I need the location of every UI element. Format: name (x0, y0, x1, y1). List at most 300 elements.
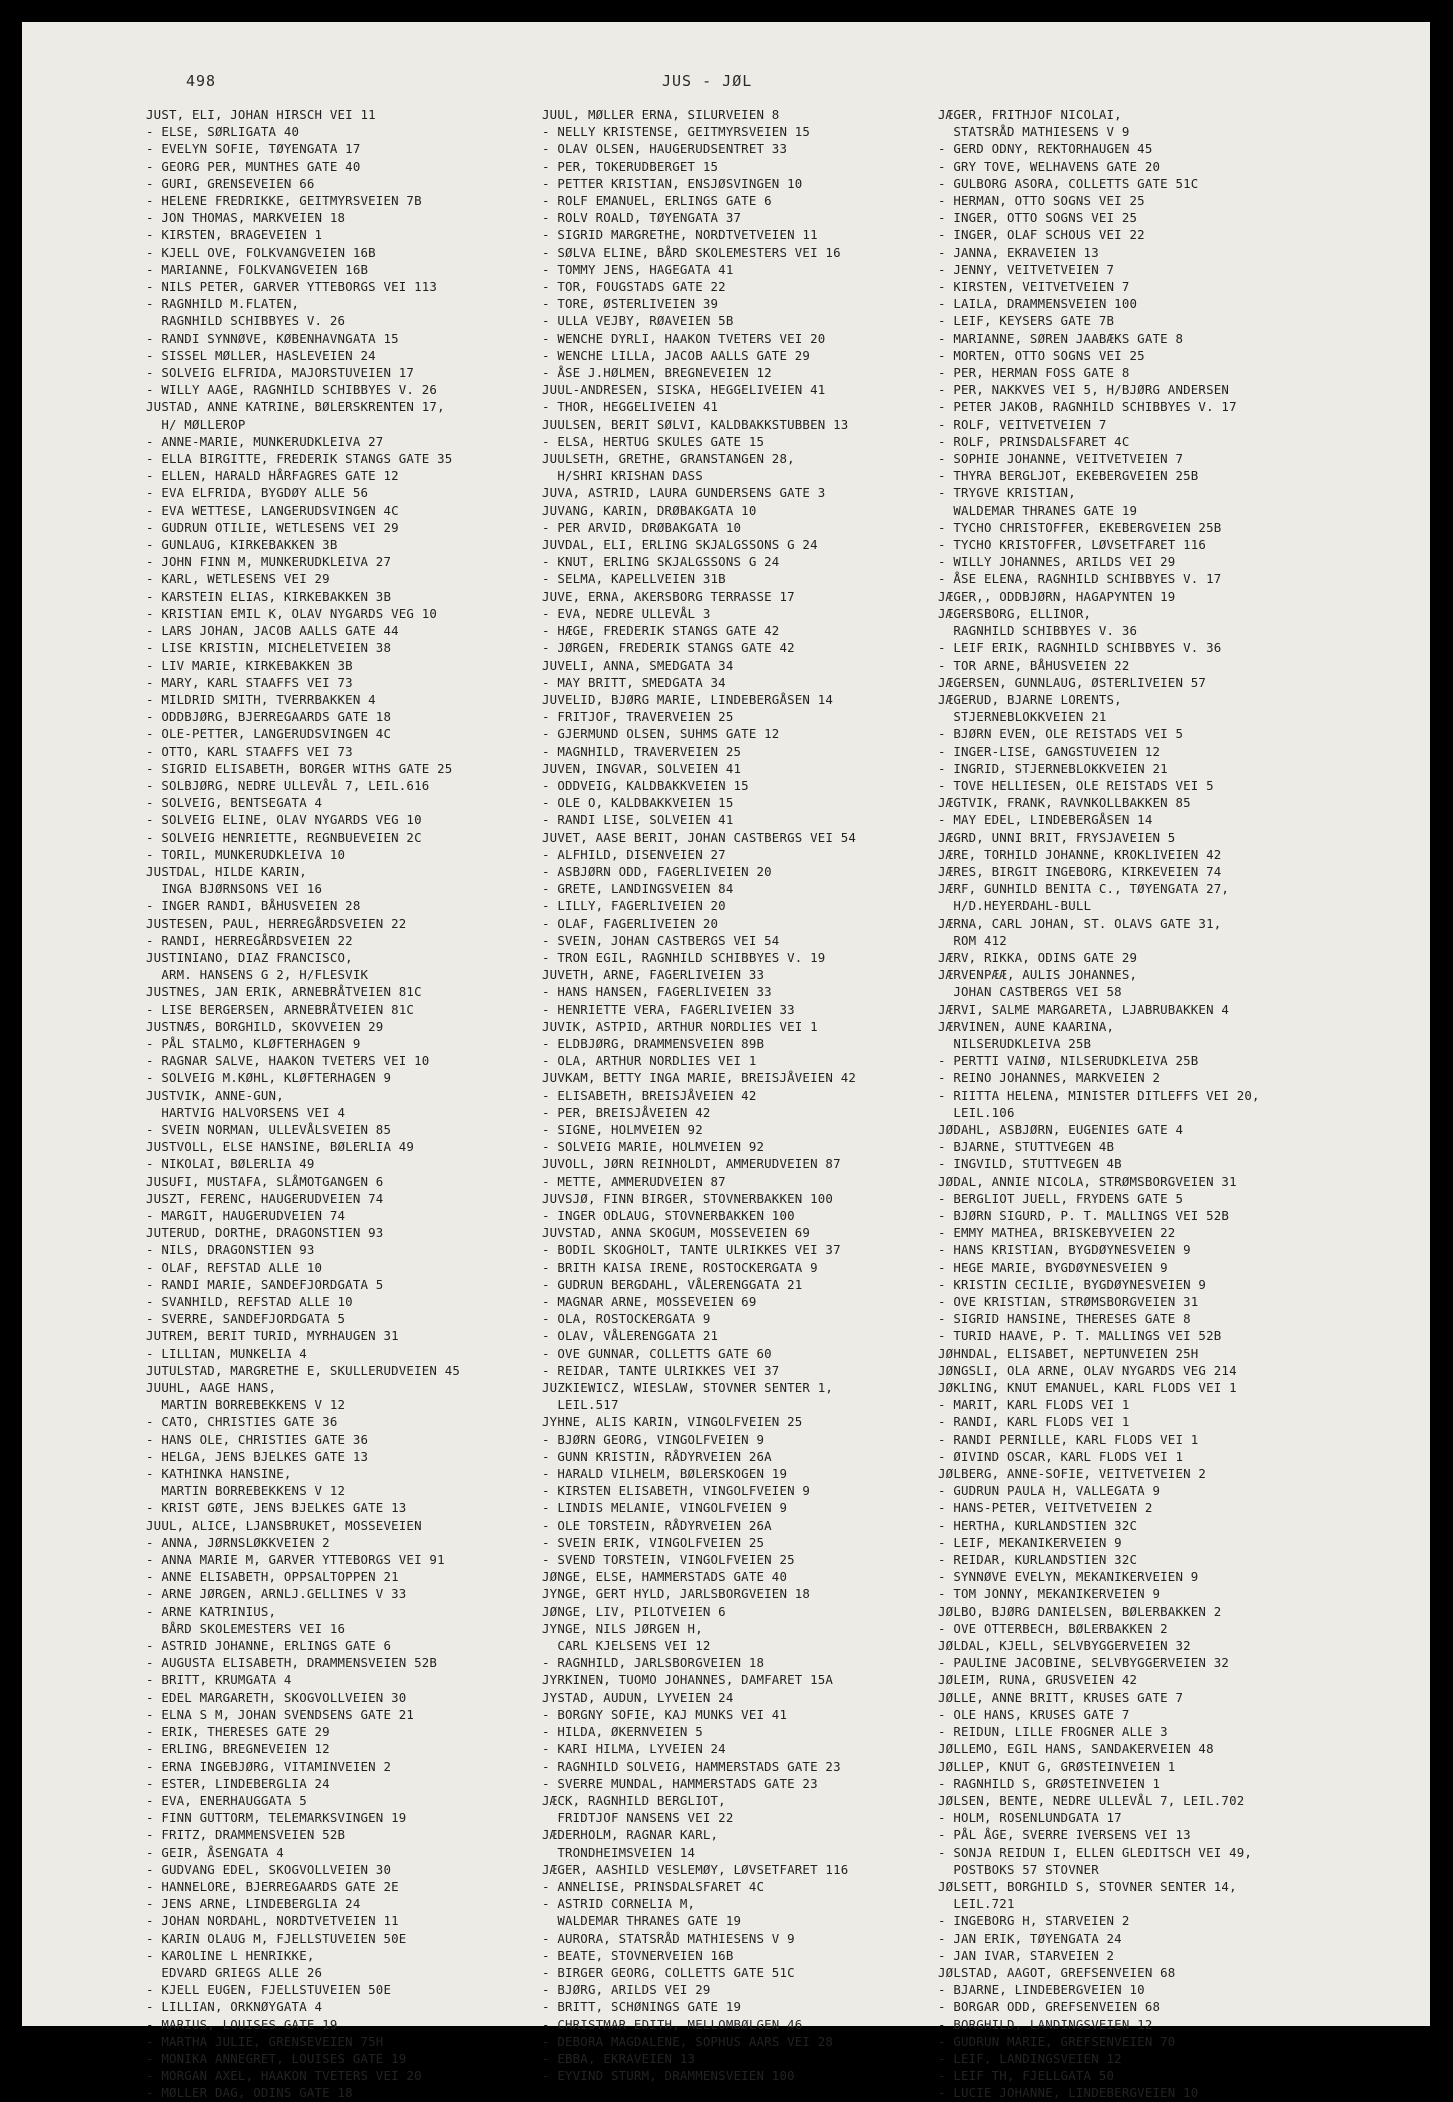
directory-entry: - MØLLER DAG, ODINS GATE 18 (146, 2085, 353, 2101)
directory-entry: JØNGSLI, OLA ARNE, OLAV NYGARDS VEG 214 (938, 1362, 1237, 1378)
directory-entry: - TORE, ØSTERLIVEIEN 39 (542, 296, 719, 312)
directory-entry: JUVA, ASTRID, LAURA GUNDERSENS GATE 3 (542, 485, 826, 501)
directory-entry: - RAGNHILD SOLVEIG, HAMMERSTADS GATE 23 (542, 1758, 841, 1774)
directory-entry: - KIRSTEN, VEITVETVEIEN 7 (938, 279, 1130, 295)
directory-entry: - OLE-PETTER, LANGERUDSVINGEN 4C (146, 726, 392, 742)
directory-entry: - BJØRN SIGURD, P. T. MALLINGS VEI 52B (938, 1208, 1230, 1223)
directory-entry: JUULSEN, BERIT SØLVI, KALDBAKKSTUBBEN 13 (542, 416, 849, 432)
directory-entry: JØLBERG, ANNE-SOFIE, VEITVETVEIEN 2 (938, 1466, 1207, 1482)
directory-entry: - FINN GUTTORM, TELEMARKSVINGEN 19 (146, 1810, 407, 1826)
directory-entry: - GUDRUN OTILIE, WETLESENS VEI 29 (146, 519, 399, 535)
directory-entry: - OLAV OLSEN, HAUGERUDSENTRET 33 (542, 141, 788, 157)
directory-entry: - ULLA VEJBY, RØAVEIEN 5B (542, 313, 734, 329)
directory-entry: - NILS PETER, GARVER YTTEBORGS VEI 113 (146, 279, 438, 295)
directory-entry: - ASTRID CORNELIA M, (542, 1896, 696, 1912)
directory-entry: - RANDI, KARL FLODS VEI 1 (938, 1414, 1130, 1430)
directory-entry: - OLA, ARTHUR NORDLIES VEI 1 (542, 1053, 757, 1069)
directory-entry: - GEORG PER, MUNTHES GATE 40 (146, 158, 361, 174)
directory-entry: - ROLF EMANUEL, ERLINGS GATE 6 (542, 193, 772, 209)
directory-entry: - HILDA, ØKERNVEIEN 5 (542, 1724, 703, 1740)
directory-entry: - TOM JONNY, MEKANIKERVEIEN 9 (938, 1586, 1161, 1602)
directory-entry: - MONIKA ANNEGRET, LOUISES GATE 19 (146, 2050, 407, 2066)
directory-entry: - ELSA, HERTUG SKULES GATE 15 (542, 433, 765, 449)
directory-entry: - LILLIAN, MUNKELIA 4 (146, 1345, 307, 1361)
directory-entry: - TOMMY JENS, HAGEGATA 41 (542, 261, 734, 277)
directory-entry: - LILLY, FAGERLIVEIEN 20 (542, 898, 726, 914)
directory-entry: - OVE OTTERBECH, BØLERBAKKEN 2 (938, 1620, 1168, 1636)
directory-entry: - BJØRN GEORG, VINGOLFVEIEN 9 (542, 1431, 765, 1447)
directory-entry: - ÅSE J.HØLMEN, BREGNEVEIEN 12 (542, 365, 772, 381)
directory-entry: JÆRF, GUNHILD BENITA C., TØYENGATA 27, (938, 881, 1230, 897)
directory-entry: H/D.HEYERDAHL-BULL (938, 898, 1092, 914)
directory-entry: - WENCHE LILLA, JACOB AALLS GATE 29 (542, 347, 811, 363)
directory-entry: - SOPHIE JOHANNE, VEITVETVEIEN 7 (938, 451, 1184, 467)
directory-entry: JUZKIEWICZ, WIESLAW, STOVNER SENTER 1, (542, 1380, 834, 1396)
directory-entry: JUVEN, INGVAR, SOLVEIEN 41 (542, 760, 742, 776)
directory-entry: - MARY, KARL STAAFFS VEI 73 (146, 674, 353, 690)
directory-entry: JÆRE, TORHILD JOHANNE, KROKLIVEIEN 42 (938, 846, 1222, 862)
directory-entry: JÆGER, AASHILD VESLEMØY, LØVSETFARET 116 (542, 1861, 849, 1877)
directory-entry: - METTE, AMMERUDVEIEN 87 (542, 1173, 726, 1189)
directory-entry: - WILLY JOHANNES, ARILDS VEI 29 (938, 554, 1176, 570)
directory-entry: - SOLVEIG MARIE, HOLMVEIEN 92 (542, 1139, 765, 1155)
directory-entry: - HERTHA, KURLANDSTIEN 32C (938, 1517, 1138, 1533)
directory-entry: - INGER, OLAF SCHOUS VEI 22 (938, 227, 1145, 243)
directory-entry: JUVELI, ANNA, SMEDGATA 34 (542, 657, 734, 673)
directory-entry: - MARGIT, HAUGERUDVEIEN 74 (146, 1208, 346, 1223)
directory-entry: - TOVE HELLIESEN, OLE REISTADS VEI 5 (938, 777, 1214, 793)
directory-entry: TRONDHEIMSVEIEN 14 (542, 1844, 696, 1860)
directory-entry: - LEIF TH, FJELLGATA 50 (938, 2068, 1115, 2084)
directory-entry: JÆGRD, UNNI BRIT, FRYSJAVEIEN 5 (938, 829, 1176, 845)
directory-entry: - FRITJOF, TRAVERVEIEN 25 (542, 709, 734, 725)
directory-entry: JUUL, MØLLER ERNA, SILURVEIEN 8 (542, 107, 780, 122)
directory-entry: - REIDUN, LILLE FROGNER ALLE 3 (938, 1724, 1168, 1740)
directory-entry: - KRIST GØTE, JENS BJELKES GATE 13 (146, 1500, 407, 1516)
running-head: JUS - JØL (662, 72, 753, 90)
directory-entry: MARTIN BORREBEKKENS V 12 (146, 1483, 346, 1499)
directory-entry: - JENS ARNE, LINDEBERGLIA 24 (146, 1896, 361, 1912)
directory-entry: JUSTNES, JAN ERIK, ARNEBRÅTVEIEN 81C (146, 984, 422, 1000)
directory-entry: - HELGA, JENS BJELKES GATE 13 (146, 1448, 369, 1464)
directory-entry: - EVA ELFRIDA, BYGDØY ALLE 56 (146, 485, 369, 501)
directory-entry: - RANDI MARIE, SANDEFJORDGATA 5 (146, 1276, 384, 1292)
directory-entry: - EYVIND STURM, DRAMMENSVEIEN 100 (542, 2068, 795, 2084)
directory-entry: - BRITH KAISA IRENE, ROSTOCKERGATA 9 (542, 1259, 818, 1275)
directory-entry: - SIGRID MARGRETHE, NORDTVETVEIEN 11 (542, 227, 818, 243)
directory-entry: - PETTER KRISTIAN, ENSJØSVINGEN 10 (542, 175, 803, 191)
directory-entry: - LIV MARIE, KIRKEBAKKEN 3B (146, 657, 353, 673)
directory-entry: - PER ARVID, DRØBAKGATA 10 (542, 519, 742, 535)
directory-entry: - PERTTI VAINØ, NILSERUDKLEIVA 25B (938, 1053, 1199, 1069)
directory-entry: H/ MØLLEROP (146, 416, 246, 432)
directory-entry: - KARI HILMA, LYVEIEN 24 (542, 1741, 726, 1757)
directory-entry: POSTBOKS 57 STOVNER (938, 1861, 1099, 1877)
directory-entry: - OTTO, KARL STAAFFS VEI 73 (146, 743, 353, 759)
directory-entry: JUVETH, ARNE, FAGERLIVEIEN 33 (542, 967, 765, 983)
directory-entry: - JENNY, VEITVETVEIEN 7 (938, 261, 1115, 277)
directory-entry: JØLDAL, KJELL, SELVBYGGERVEIEN 32 (938, 1638, 1191, 1654)
directory-entry: - ASTRID JOHANNE, ERLINGS GATE 6 (146, 1638, 392, 1654)
directory-entry: - MAY EDEL, LINDEBERGÅSEN 14 (938, 812, 1153, 828)
directory-entry: NILSERUDKLEIVA 25B (938, 1035, 1092, 1051)
directory-entry: - MORGAN AXEL, HAAKON TVETERS VEI 20 (146, 2068, 422, 2084)
directory-entry: JUTULSTAD, MARGRETHE E, SKULLERUDVEIEN 45 (146, 1362, 461, 1378)
directory-entry: - ANNA MARIE M, GARVER YTTEBORGS VEI 91 (146, 1552, 445, 1568)
directory-entry: - ELNA S M, JOHAN SVENDSENS GATE 21 (146, 1706, 415, 1722)
directory-entry: - THOR, HEGGELIVEIEN 41 (542, 399, 719, 415)
directory-entry: - SONJA REIDUN I, ELLEN GLEDITSCH VEI 49, (938, 1844, 1253, 1860)
directory-entry: JØDAL, ANNIE NICOLA, STRØMSBORGVEIEN 31 (938, 1173, 1237, 1189)
directory-entry: - HOLM, ROSENLUNDGATA 17 (938, 1810, 1122, 1826)
directory-entry: - KIRSTEN, BRAGEVEIEN 1 (146, 227, 323, 243)
directory-entry: - MARTHA JULIE, GRENSEVEIEN 75H (146, 2033, 384, 2049)
directory-entry: LEIL.721 (938, 1896, 1015, 1912)
directory-entry: LEIL.106 (938, 1104, 1015, 1120)
directory-entry: - INGER, OTTO SOGNS VEI 25 (938, 210, 1138, 226)
directory-entry: - GURI, GRENSEVEIEN 66 (146, 175, 315, 191)
directory-entry: - HANS HANSEN, FAGERLIVEIEN 33 (542, 984, 772, 1000)
directory-page (22, 22, 1430, 2101)
directory-entry: - ANNE-MARIE, MUNKERUDKLEIVA 27 (146, 433, 384, 449)
directory-entry: - TURID HAAVE, P. T. MALLINGS VEI 52B (938, 1328, 1222, 1344)
directory-entry: - MARIANNE, SØREN JAABÆKS GATE 8 (938, 330, 1184, 346)
directory-entry: JUVSJØ, FINN BIRGER, STOVNERBAKKEN 100 (542, 1190, 834, 1206)
directory-entry: - TYCHO CHRISTOFFER, EKEBERGVEIEN 25B (938, 519, 1222, 535)
directory-entry: - HERMAN, OTTO SOGNS VEI 25 (938, 193, 1145, 209)
directory-entry: - SOLBJØRG, NEDRE ULLEVÅL 7, LEIL.616 (146, 777, 430, 793)
directory-entry: JUSTVOLL, ELSE HANSINE, BØLERLIA 49 (146, 1139, 415, 1155)
directory-entry: - SVEND TORSTEIN, VINGOLFVEIEN 25 (542, 1552, 795, 1568)
directory-entry: - BJARNE, LINDEBERGVEIEN 10 (938, 1982, 1145, 1998)
directory-entry: - GRY TOVE, WELHAVENS GATE 20 (938, 158, 1161, 174)
directory-entry: - LEIF, LANDINGSVEIEN 12 (938, 2050, 1122, 2066)
directory-entry: - BJØRG, ARILDS VEI 29 (542, 1982, 711, 1998)
directory-entry: - SVEIN ERIK, VINGOLFVEIEN 25 (542, 1534, 765, 1550)
directory-entry: WALDEMAR THRANES GATE 19 (542, 1913, 742, 1929)
directory-entry: CARL KJELSENS VEI 12 (542, 1638, 711, 1654)
directory-entry: JUSZT, FERENC, HAUGERUDVEIEN 74 (146, 1190, 384, 1206)
directory-entry: JUVSTAD, ANNA SKOGUM, MOSSEVEIEN 69 (542, 1225, 811, 1241)
directory-entry: - JOHN FINN M, MUNKERUDKLEIVA 27 (146, 554, 392, 570)
directory-entry: - LEIF, MEKANIKERVEIEN 9 (938, 1534, 1122, 1550)
directory-entry: RAGNHILD SCHIBBYES V. 26 (146, 313, 346, 329)
directory-entry: - NELLY KRISTENSE, GEITMYRSVEIEN 15 (542, 124, 811, 140)
directory-entry: JUVET, AASE BERIT, JOHAN CASTBERGS VEI 54 (542, 829, 857, 845)
directory-entry: - SOLVEIG ELFRIDA, MAJORSTUVEIEN 17 (146, 365, 415, 381)
directory-entry: - SIGRID HANSINE, THERESES GATE 8 (938, 1311, 1191, 1327)
page-number: 498 (186, 72, 217, 90)
directory-entry: - NILS, DRAGONSTIEN 93 (146, 1242, 315, 1258)
directory-entry: - OLE TORSTEIN, RÅDYRVEIEN 26A (542, 1517, 772, 1533)
directory-entry: - BIRGER GEORG, COLLETTS GATE 51C (542, 1964, 795, 1980)
directory-entry: - LEIF, KEYSERS GATE 7B (938, 313, 1115, 329)
directory-entry: JØLSEN, BENTE, NEDRE ULLEVÅL 7, LEIL.702 (938, 1792, 1245, 1808)
directory-entry: - ODDVEIG, KALDBAKKVEIEN 15 (542, 777, 749, 793)
directory-entry: - SVANHILD, REFSTAD ALLE 10 (146, 1294, 353, 1310)
directory-entry: - ELLA BIRGITTE, FREDERIK STANGS GATE 35 (146, 451, 453, 467)
directory-entry: JUTREM, BERIT TURID, MYRHAUGEN 31 (146, 1328, 399, 1344)
directory-entry: - LEIF ERIK, RAGNHILD SCHIBBYES V. 36 (938, 640, 1222, 656)
directory-entry: - INGER ODLAUG, STOVNERBAKKEN 100 (542, 1208, 795, 1223)
directory-entry: - EVA WETTESE, LANGERUDSVINGEN 4C (146, 502, 399, 518)
directory-entry: - RAGNHILD, JARLSBORGVEIEN 18 (542, 1655, 765, 1671)
directory-entry: - SØLVA ELINE, BÅRD SKOLEMESTERS VEI 16 (542, 244, 841, 260)
directory-entry: JUSTNÆS, BORGHILD, SKOVVEIEN 29 (146, 1018, 384, 1034)
directory-entry: - GUDRUN BERGDAHL, VÅLERENGGATA 21 (542, 1276, 803, 1292)
directory-entry: - GUDRUN PAULA H, VALLEGATA 9 (938, 1483, 1161, 1499)
directory-entry: - INGVILD, STUTTVEGEN 4B (938, 1156, 1122, 1172)
directory-entry: JUVANG, KARIN, DRØBAKGATA 10 (542, 502, 757, 518)
directory-entry: - RANDI PERNILLE, KARL FLODS VEI 1 (938, 1431, 1199, 1447)
directory-entry: - TRYGVE KRISTIAN, (938, 485, 1076, 501)
directory-entry: - PÅL ÅGE, SVERRE IVERSENS VEI 13 (938, 1827, 1191, 1843)
directory-entry: - KARSTEIN ELIAS, KIRKEBAKKEN 3B (146, 588, 392, 604)
directory-entry: JØDAHL, ASBJØRN, EUGENIES GATE 4 (938, 1121, 1184, 1137)
directory-entry: - ARNE JØRGEN, ARNLJ.GELLINES V 33 (146, 1586, 407, 1602)
directory-entry: JØHNDAL, ELISABET, NEPTUNVEIEN 25H (938, 1345, 1199, 1361)
directory-entry: - OVE GUNNAR, COLLETTS GATE 60 (542, 1345, 772, 1361)
directory-entry: - SVERRE, SANDEFJORDGATA 5 (146, 1311, 346, 1327)
directory-entry: - ELDBJØRG, DRAMMENSVEIEN 89B (542, 1035, 765, 1051)
directory-entry: RAGNHILD SCHIBBYES V. 36 (938, 623, 1138, 639)
directory-entry: JØLLE, ANNE BRITT, KRUSES GATE 7 (938, 1689, 1184, 1705)
directory-entry: - TORIL, MUNKERUDKLEIVA 10 (146, 846, 346, 862)
directory-entry: JÆGERSBORG, ELLINOR, (938, 605, 1092, 621)
directory-entry: - FRITZ, DRAMMENSVEIEN 52B (146, 1827, 346, 1843)
directory-column-2 (542, 106, 932, 2084)
directory-entry: - HARALD VILHELM, BØLERSKOGEN 19 (542, 1466, 788, 1482)
directory-entry: - TYCHO KRISTOFFER, LØVSETFARET 116 (938, 537, 1207, 553)
directory-entry: - GUNN KRISTIN, RÅDYRVEIEN 26A (542, 1448, 772, 1464)
directory-entry: INGA BJØRNSONS VEI 16 (146, 881, 323, 897)
directory-entry: JUSUFI, MUSTAFA, SLÅMOTGANGEN 6 (146, 1173, 384, 1189)
directory-entry: JUVE, ERNA, AKERSBORG TERRASSE 17 (542, 588, 795, 604)
directory-entry: - GULBORG ASORA, COLLETTS GATE 51C (938, 175, 1199, 191)
directory-entry: LEIL.517 (542, 1397, 619, 1413)
directory-entry: EDVARD GRIEGS ALLE 26 (146, 1964, 323, 1980)
directory-entry: - INGRID, STJERNEBLOKKVEIEN 21 (938, 760, 1168, 776)
directory-entry: JÆRVINEN, AUNE KAARINA, (938, 1018, 1115, 1034)
directory-entry: - SOLVEIG HENRIETTE, REGNBUEVEIEN 2C (146, 829, 422, 845)
directory-entry: JUSTDAL, HILDE KARIN, (146, 863, 307, 879)
directory-entry: JYNGE, NILS JØRGEN H, (542, 1620, 703, 1636)
directory-entry: JØLLEMO, EGIL HANS, SANDAKERVEIEN 48 (938, 1741, 1214, 1757)
directory-entry: - RAGNHILD S, GRØSTEINVEIEN 1 (938, 1775, 1161, 1791)
directory-entry: - ODDBJØRG, BJERREGAARDS GATE 18 (146, 709, 392, 725)
directory-entry: - PER, BREISJÅVEIEN 42 (542, 1104, 711, 1120)
directory-entry: - ANNELISE, PRINSDALSFARET 4C (542, 1878, 765, 1894)
directory-entry: - GERD ODNY, REKTORHAUGEN 45 (938, 141, 1153, 157)
directory-entry: - OLE O, KALDBAKKVEIEN 15 (542, 795, 734, 811)
directory-entry: JUSTINIANO, DIAZ FRANCISCO, (146, 949, 353, 965)
directory-entry: - BODIL SKOGHOLT, TANTE ULRIKKES VEI 37 (542, 1242, 841, 1258)
directory-entry: - OLA, ROSTOCKERGATA 9 (542, 1311, 711, 1327)
directory-entry: - GEIR, ÅSENGATA 4 (146, 1844, 284, 1860)
directory-entry: - ANNA, JØRNSLØKKVEIEN 2 (146, 1534, 330, 1550)
directory-entry: - GRETE, LANDINGSVEIEN 84 (542, 881, 734, 897)
directory-entry: - RAGNHILD M.FLATEN, (146, 296, 300, 312)
directory-entry: - DEBORA MAGDALENE, SOPHUS AARS VEI 28 (542, 2033, 834, 2049)
directory-entry: - GUNLAUG, KIRKEBAKKEN 3B (146, 537, 338, 553)
directory-entry: JÆGER, FRITHJOF NICOLAI, (938, 107, 1122, 122)
directory-entry: JUST, ELI, JOHAN HIRSCH VEI 11 (146, 107, 376, 122)
directory-entry: - MARIUS, LOUISES GATE 19 (146, 2016, 338, 2032)
directory-entry: JØNGE, ELSE, HAMMERSTADS GATE 40 (542, 1569, 788, 1585)
directory-entry: JØNGE, LIV, PILOTVEIEN 6 (542, 1603, 726, 1619)
directory-entry: - BORGHILD, LANDINGSVEIEN 12 (938, 2016, 1153, 2032)
directory-entry: - KAROLINE L HENRIKKE, (146, 1947, 315, 1963)
directory-entry: JUVDAL, ELI, ERLING SKJALGSSONS G 24 (542, 537, 818, 553)
directory-entry: HARTVIG HALVORSENS VEI 4 (146, 1104, 346, 1120)
directory-entry: - LILLIAN, ORKNØYGATA 4 (146, 1999, 323, 2015)
directory-entry: - SVERRE MUNDAL, HAMMERSTADS GATE 23 (542, 1775, 818, 1791)
directory-entry: - KJELL EUGEN, FJELLSTUVEIEN 50E (146, 1982, 392, 1998)
directory-entry: - BJARNE, STUTTVEGEN 4B (938, 1139, 1115, 1155)
directory-entry: JYNGE, GERT HYLD, JARLSBORGVEIEN 18 (542, 1586, 811, 1602)
directory-entry: - SVEIN NORMAN, ULLEVÅLSVEIEN 85 (146, 1121, 392, 1137)
directory-entry: - MARIANNE, FOLKVANGVEIEN 16B (146, 261, 369, 277)
directory-entry: JUSTVIK, ANNE-GUN, (146, 1087, 284, 1103)
directory-entry: - PER, HERMAN FOSS GATE 8 (938, 365, 1130, 381)
directory-entry: - KARL, WETLESENS VEI 29 (146, 571, 330, 587)
directory-entry: - INGER RANDI, BÅHUSVEIEN 28 (146, 898, 361, 914)
directory-entry: - ERNA INGEBJØRG, VITAMINVEIEN 2 (146, 1758, 392, 1774)
directory-entry: - SISSEL MØLLER, HASLEVEIEN 24 (146, 347, 376, 363)
directory-entry: H/SHRI KRISHAN DASS (542, 468, 703, 484)
directory-entry: - AUGUSTA ELISABETH, DRAMMENSVEIEN 52B (146, 1655, 438, 1671)
directory-entry: JYSTAD, AUDUN, LYVEIEN 24 (542, 1689, 734, 1705)
directory-entry: - ANNE ELISABETH, OPPSALTOPPEN 21 (146, 1569, 399, 1585)
directory-entry: - JAN IVAR, STARVEIEN 2 (938, 1947, 1115, 1963)
directory-entry: JÆCK, RAGNHILD BERGLIOT, (542, 1792, 726, 1808)
directory-entry: - RANDI, HERREGÅRDSVEIEN 22 (146, 932, 353, 948)
directory-entry: - PETER JAKOB, RAGNHILD SCHIBBYES V. 17 (938, 399, 1237, 415)
directory-entry: - SIGNE, HOLMVEIEN 92 (542, 1121, 703, 1137)
directory-entry: - OLAF, REFSTAD ALLE 10 (146, 1259, 323, 1275)
directory-entry: - JON THOMAS, MARKVEIEN 18 (146, 210, 346, 226)
directory-entry: - PÅL STALMO, KLØFTERHAGEN 9 (146, 1035, 361, 1051)
directory-entry: - TRON EGIL, RAGNHILD SCHIBBYES V. 19 (542, 949, 826, 965)
directory-entry: - SIGRID ELISABETH, BORGER WITHS GATE 25 (146, 760, 453, 776)
directory-entry: - HANS OLE, CHRISTIES GATE 36 (146, 1431, 369, 1447)
directory-entry: - JAN ERIK, TØYENGATA 24 (938, 1930, 1122, 1946)
directory-entry: - HÆGE, FREDERIK STANGS GATE 42 (542, 623, 780, 639)
directory-entry: FRIDTJOF NANSENS VEI 22 (542, 1810, 734, 1826)
directory-entry: MARTIN BORREBEKKENS V 12 (146, 1397, 346, 1413)
directory-entry: - KIRSTEN ELISABETH, VINGOLFVEIEN 9 (542, 1483, 811, 1499)
directory-entry: - KATHINKA HANSINE, (146, 1466, 292, 1482)
directory-entry: - HANNELORE, BJERREGAARDS GATE 2E (146, 1878, 399, 1894)
directory-entry: JUULSETH, GRETHE, GRANSTANGEN 28, (542, 451, 795, 467)
directory-entry: - RANDI LISE, SOLVEIEN 41 (542, 812, 734, 828)
directory-entry: WALDEMAR THRANES GATE 19 (938, 502, 1138, 518)
directory-entry: JØLLEP, KNUT G, GRØSTEINVEIEN 1 (938, 1758, 1176, 1774)
directory-entry: - KNUT, ERLING SKJALGSSONS G 24 (542, 554, 780, 570)
directory-entry: - ROLF, PRINSDALSFARET 4C (938, 433, 1130, 449)
directory-entry: - CATO, CHRISTIES GATE 36 (146, 1414, 338, 1430)
directory-entry: - LUCIE JOHANNE, LINDEBERGVEIEN 10 (938, 2085, 1199, 2101)
directory-entry: - MAGNAR ARNE, MOSSEVEIEN 69 (542, 1294, 757, 1310)
directory-entry: - LISE BERGERSEN, ARNEBRÅTVEIEN 81C (146, 1001, 415, 1017)
directory-entry: - THYRA BERGLJOT, EKEBERGVEIEN 25B (938, 468, 1199, 484)
directory-entry: - SOLVEIG ELINE, OLAV NYGARDS VEG 10 (146, 812, 422, 828)
directory-entry: - KRISTIN CECILIE, BYGDØYNESVEIEN 9 (938, 1276, 1207, 1292)
directory-entry: - MILDRID SMITH, TVERRBAKKEN 4 (146, 691, 376, 707)
directory-entry: - SELMA, KAPELLVEIEN 31B (542, 571, 726, 587)
directory-entry: - ÅSE ELENA, RAGNHILD SCHIBBYES V. 17 (938, 571, 1222, 587)
directory-entry: - EVELYN SOFIE, TØYENGATA 17 (146, 141, 361, 157)
directory-entry: - LAILA, DRAMMENSVEIEN 100 (938, 296, 1138, 312)
directory-column-1 (146, 106, 536, 2102)
directory-entry: - SOLVEIG M.KØHL, KLØFTERHAGEN 9 (146, 1070, 392, 1086)
directory-entry: - OLAF, FAGERLIVEIEN 20 (542, 915, 719, 931)
directory-entry: BÅRD SKOLEMESTERS VEI 16 (146, 1620, 346, 1636)
directory-entry: - HANS-PETER, VEITVETVEIEN 2 (938, 1500, 1153, 1516)
directory-entry: JÆRNA, CARL JOHAN, ST. OLAVS GATE 31, (938, 915, 1222, 931)
directory-entry: - BJØRN EVEN, OLE REISTADS VEI 5 (938, 726, 1184, 742)
directory-entry: - EMMY MATHEA, BRISKEBYVEIEN 22 (938, 1225, 1176, 1241)
directory-entry: - JOHAN NORDAHL, NORDTVETVEIEN 11 (146, 1913, 399, 1929)
directory-entry: - MORTEN, OTTO SOGNS VEI 25 (938, 347, 1145, 363)
directory-entry: JÆRVENPÆÆ, AULIS JOHANNES, (938, 967, 1138, 983)
directory-entry: JUVIK, ASTPID, ARTHUR NORDLIES VEI 1 (542, 1018, 818, 1034)
directory-entry: - BEATE, STOVNERVEIEN 16B (542, 1947, 734, 1963)
directory-entry: JÆRV, RIKKA, ODINS GATE 29 (938, 949, 1138, 965)
directory-entry: JUUHL, AAGE HANS, (146, 1380, 277, 1396)
directory-entry: - REIDAR, TANTE ULRIKKES VEI 37 (542, 1362, 780, 1378)
directory-entry: JYHNE, ALIS KARIN, VINGOLFVEIEN 25 (542, 1414, 803, 1430)
directory-entry: - KRISTIAN EMIL K, OLAV NYGARDS VEG 10 (146, 605, 438, 621)
directory-entry: - HELENE FREDRIKKE, GEITMYRSVEIEN 7B (146, 193, 422, 209)
directory-entry: - TOR ARNE, BÅHUSVEIEN 22 (938, 657, 1130, 673)
directory-entry: - HANS KRISTIAN, BYGDØYNESVEIEN 9 (938, 1242, 1191, 1258)
directory-entry: JØLSETT, BORGHILD S, STOVNER SENTER 14, (938, 1878, 1237, 1894)
directory-entry: JUTERUD, DORTHE, DRAGONSTIEN 93 (146, 1225, 384, 1241)
directory-entry: - SVEIN, JOHAN CASTBERGS VEI 54 (542, 932, 780, 948)
directory-entry: - LINDIS MELANIE, VINGOLFVEIEN 9 (542, 1500, 788, 1516)
directory-entry: - INGER-LISE, GANGSTUVEIEN 12 (938, 743, 1161, 759)
directory-entry: - ERIK, THERESES GATE 29 (146, 1724, 330, 1740)
directory-entry: JUVOLL, JØRN REINHOLDT, AMMERUDVEIEN 87 (542, 1156, 841, 1172)
directory-entry: JØLSTAD, AAGOT, GREFSENVEIEN 68 (938, 1964, 1176, 1980)
directory-entry: - ROLF, VEITVETVEIEN 7 (938, 416, 1107, 432)
directory-entry: ROM 412 (938, 932, 1007, 948)
directory-entry: - BORGAR ODD, GREFSENVEIEN 68 (938, 1999, 1161, 2015)
directory-entry: - SYNNØVE EVELYN, MEKANIKERVEIEN 9 (938, 1569, 1199, 1585)
directory-entry: - ERLING, BREGNEVEIEN 12 (146, 1741, 330, 1757)
directory-entry: - OLAV, VÅLERENGGATA 21 (542, 1328, 719, 1344)
directory-entry: - AURORA, STATSRÅD MATHIESENS V 9 (542, 1930, 795, 1946)
directory-entry: JOHAN CASTBERGS VEI 58 (938, 984, 1122, 1000)
directory-entry: JÆGER,, ODDBJØRN, HAGAPYNTEN 19 (938, 588, 1176, 604)
directory-entry: - TOR, FOUGSTADS GATE 22 (542, 279, 726, 295)
directory-entry: - EVA, NEDRE ULLEVÅL 3 (542, 605, 711, 621)
directory-entry: JÆGERUD, BJARNE LORENTS, (938, 691, 1122, 707)
directory-entry: - NIKOLAI, BØLERLIA 49 (146, 1156, 315, 1172)
directory-entry: JÆRVI, SALME MARGARETA, LJABRUBAKKEN 4 (938, 1001, 1230, 1017)
directory-entry: JYRKINEN, TUOMO JOHANNES, DAMFARET 15A (542, 1672, 834, 1688)
directory-entry: - INGEBORG H, STARVEIEN 2 (938, 1913, 1130, 1929)
directory-entry: - WILLY AAGE, RAGNHILD SCHIBBYES V. 26 (146, 382, 438, 398)
directory-column-3 (938, 106, 1328, 2102)
directory-entry: - HEGE MARIE, BYGDØYNESVEIEN 9 (938, 1259, 1168, 1275)
directory-entry: - OVE KRISTIAN, STRØMSBORGVEIEN 31 (938, 1294, 1199, 1310)
directory-entry: - RIITTA HELENA, MINISTER DITLEFFS VEI 20, (938, 1087, 1260, 1103)
directory-entry: - ASBJØRN ODD, FAGERLIVEIEN 20 (542, 863, 772, 879)
directory-entry: - ALFHILD, DISENVEIEN 27 (542, 846, 726, 862)
directory-entry: - ARNE KATRINIUS, (146, 1603, 277, 1619)
